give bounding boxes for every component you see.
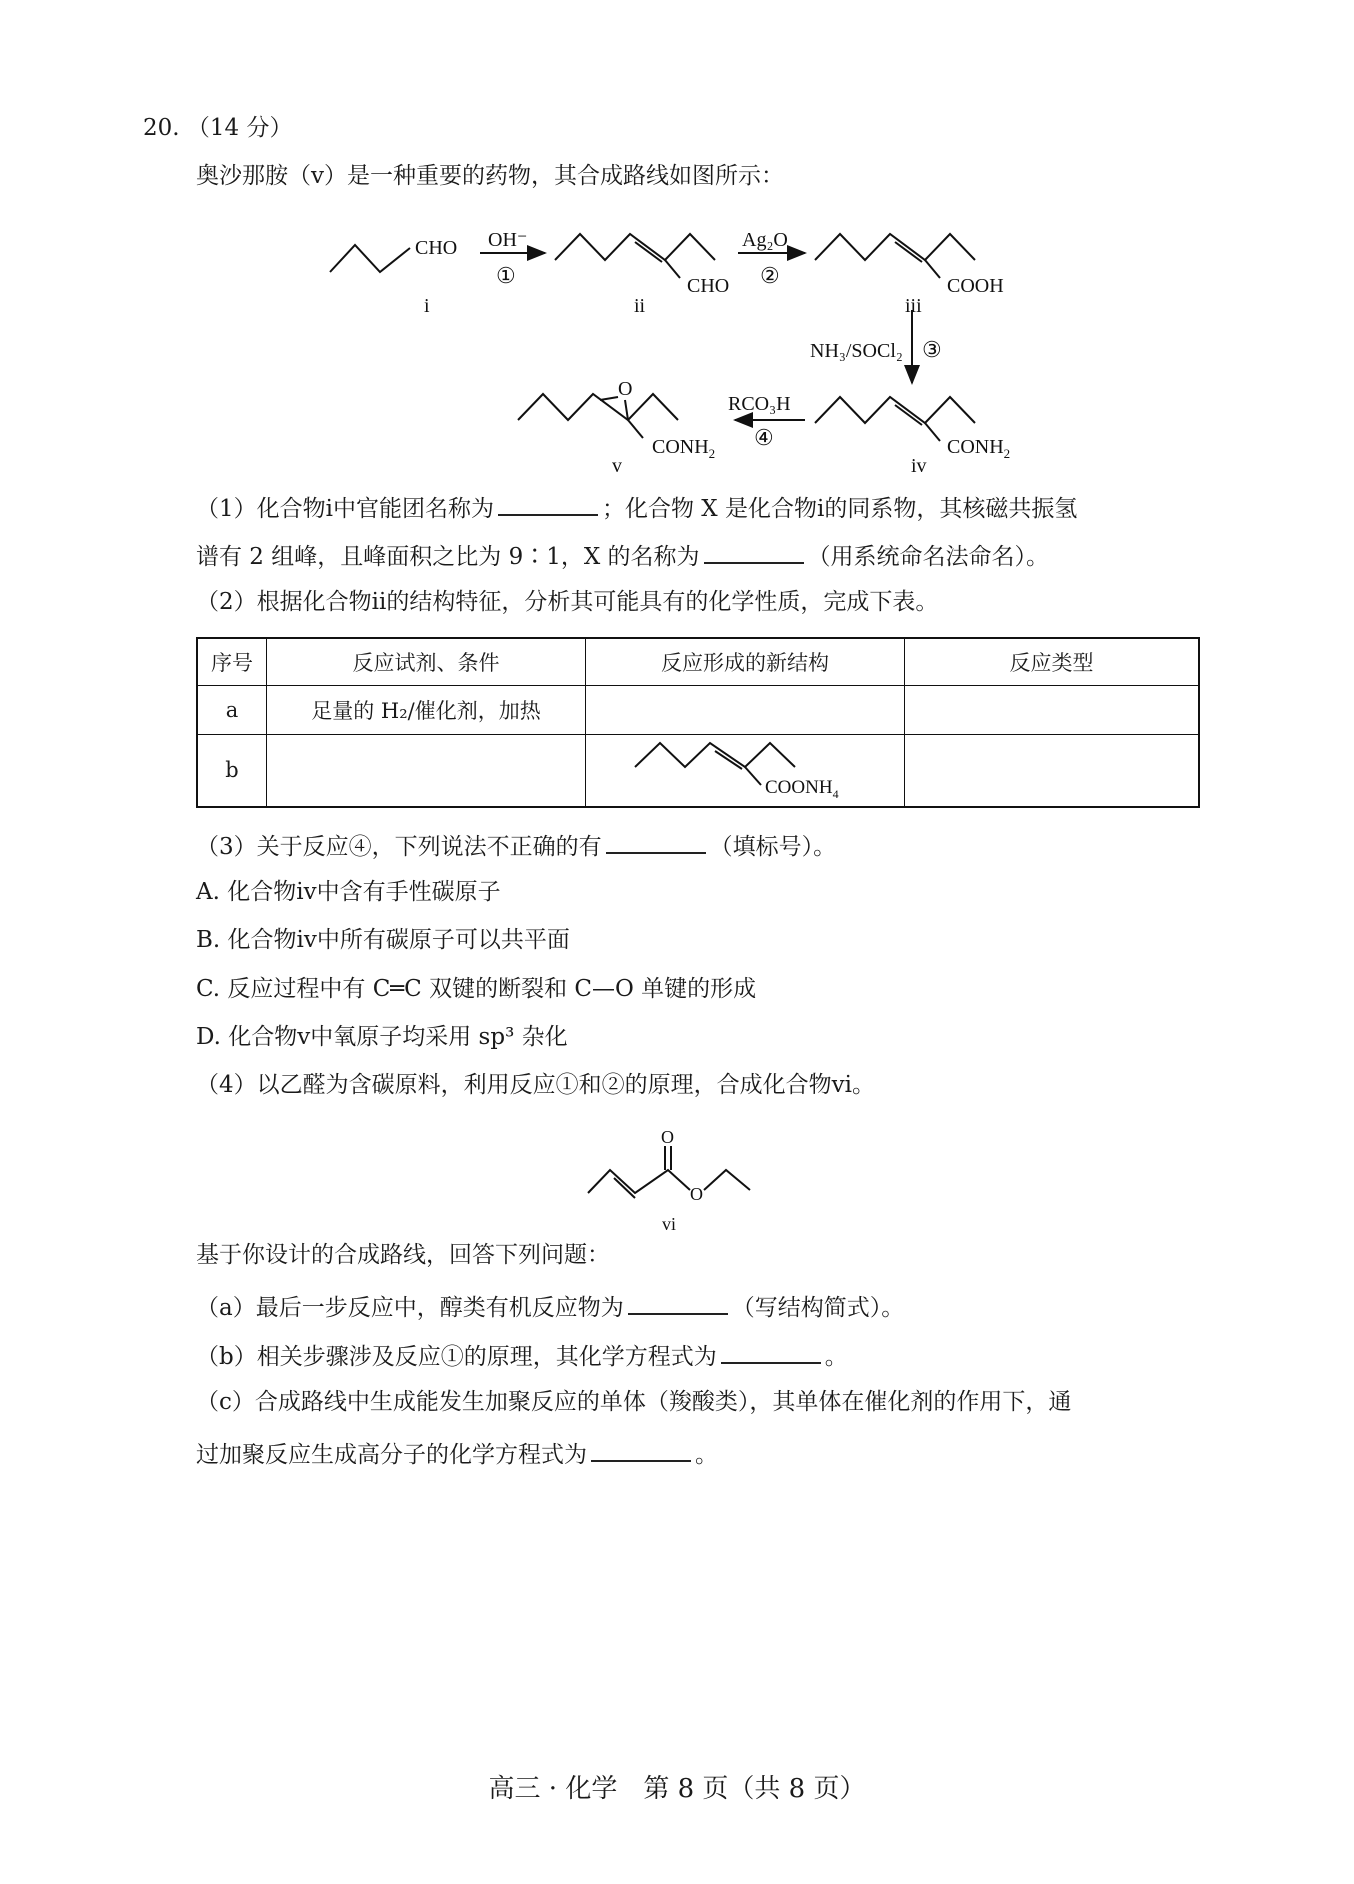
reagent-2: Ag₂O (742, 229, 788, 251)
part1-line2 (196, 538, 1049, 572)
group-cooh-iii: COOH (947, 275, 1004, 297)
group-cho-ii: CHO (687, 275, 730, 297)
label-iv: iv (911, 455, 927, 477)
part4-qa-c2 (196, 1436, 718, 1470)
part3-text-b: （填标号）。 (709, 834, 837, 860)
answer-blank-4c[interactable] (591, 1436, 691, 1462)
label-ii: ii (634, 295, 646, 317)
step-4: ④ (754, 425, 774, 450)
molecule-iii (815, 234, 975, 260)
qa-a-tail: （写结构简式）。 (731, 1295, 905, 1321)
table-header-index: 序号 (197, 638, 267, 685)
table-header-structure: 反应形成的新结构 (586, 638, 905, 685)
part1-text-b: ；化合物 X 是化合物ⅰ的同系物，其核磁共振氢 (602, 496, 1078, 522)
carbonyl-oxygen: O (661, 1128, 674, 1147)
part3-text-a: （3）关于反应④，下列说法不正确的有 (196, 834, 602, 860)
part4-qa-b (196, 1338, 848, 1372)
reaction-table (196, 637, 1200, 808)
label-v: v (612, 455, 622, 477)
question-number-text: 20. (143, 115, 180, 141)
label-iii: iii (905, 295, 922, 317)
part4-lead: 基于你设计的合成路线，回答下列问题： (196, 1242, 610, 1268)
option-c: C. 反应过程中有 C═C 双键的断裂和 C—O 单键的形成 (196, 976, 757, 1002)
option-b: B. 化合物ⅳ中所有碳原子可以共平面 (196, 927, 570, 953)
question-score: （14 分） (186, 115, 293, 141)
molecule-ii (555, 234, 715, 260)
part1-text-c: 谱有 2 组峰，且峰面积之比为 9∶1，X 的名称为 (196, 544, 700, 570)
answer-blank-3[interactable] (606, 828, 706, 854)
table-row-a-structure[interactable] (586, 685, 905, 734)
molecule-iv (815, 397, 975, 423)
question-intro: 奥沙那胺（ⅴ）是一种重要的药物，其合成路线如图所示： (196, 163, 784, 189)
table-row-a-reagent: 足量的 H₂/催化剂，加热 (267, 685, 586, 734)
label-i: i (424, 295, 430, 317)
molecule-vi (580, 1128, 770, 1238)
table-header-type: 反应类型 (905, 638, 1200, 685)
reagent-1: OH⁻ (488, 229, 528, 251)
table-row-a-type[interactable] (905, 685, 1200, 734)
part1-text-d: （用系统命名法命名）。 (807, 544, 1050, 570)
part1-text-a: （1）化合物ⅰ中官能团名称为 (196, 496, 494, 522)
table-row-b-structure (586, 734, 905, 807)
qa-b-text: （b）相关步骤涉及反应①的原理，其化学方程式为 (196, 1344, 717, 1370)
reagent-4: RCO₃H (728, 393, 791, 415)
table-row-b-reagent[interactable] (267, 734, 586, 807)
step-2: ② (760, 263, 780, 288)
table-row-b-type[interactable] (905, 734, 1200, 807)
part4-qa-a (196, 1289, 904, 1323)
table-row-b-id: b (197, 734, 267, 807)
molecule-v (518, 394, 678, 420)
option-a: A. 化合物ⅳ中含有手性碳原子 (196, 879, 501, 905)
answer-blank-4a[interactable] (628, 1289, 728, 1315)
synthesis-scheme (0, 210, 1354, 480)
molecule-ammonium-salt (595, 735, 895, 801)
epoxide-oxygen: O (618, 378, 633, 400)
question-number (143, 113, 292, 143)
qa-c-text: 过加聚反应生成高分子的化学方程式为 (196, 1442, 587, 1468)
answer-blank-4b[interactable] (721, 1338, 821, 1364)
step-3: ③ (922, 337, 942, 362)
table-row-a-id: a (197, 685, 267, 734)
part1-line1 (196, 490, 1077, 524)
part4-text: （4）以乙醛为含碳原料，利用反应①和②的原理，合成化合物ⅵ。 (196, 1072, 875, 1098)
part2-text: （2）根据化合物ⅱ的结构特征，分析其可能具有的化学性质，完成下表。 (196, 589, 939, 615)
group-conh2-v: $CONH_2$ (652, 436, 716, 461)
qa-b-tail: 。 (824, 1344, 848, 1370)
group-coonh4: $COONH_4$ (765, 776, 839, 801)
qa-c-tail: 。 (695, 1442, 718, 1468)
label-vi: vi (662, 1214, 677, 1234)
group-cho-i: CHO (415, 237, 458, 259)
option-d: D. 化合物ⅴ中氧原子均采用 sp³ 杂化 (196, 1024, 568, 1050)
answer-blank-1a[interactable] (498, 490, 598, 516)
step-1: ① (496, 263, 516, 288)
answer-blank-1b[interactable] (704, 538, 804, 564)
ester-oxygen: O (690, 1184, 703, 1204)
molecule-i (330, 245, 410, 272)
qa-a-text: （a）最后一步反应中，醇类有机反应物为 (196, 1295, 624, 1321)
table-header-reagent: 反应试剂、条件 (267, 638, 586, 685)
group-conh2-iv: $CONH_2$ (947, 436, 1011, 461)
part3-stem (196, 828, 836, 862)
part4-qa-c1: （c）合成路线中生成能发生加聚反应的单体（羧酸类），其单体在催化剂的作用下，通 (196, 1389, 1072, 1415)
page-footer: 高三 · 化学 第 8 页（共 8 页） (488, 1774, 866, 1804)
reagent-3: NH₃/SOCl₂ (810, 340, 903, 362)
